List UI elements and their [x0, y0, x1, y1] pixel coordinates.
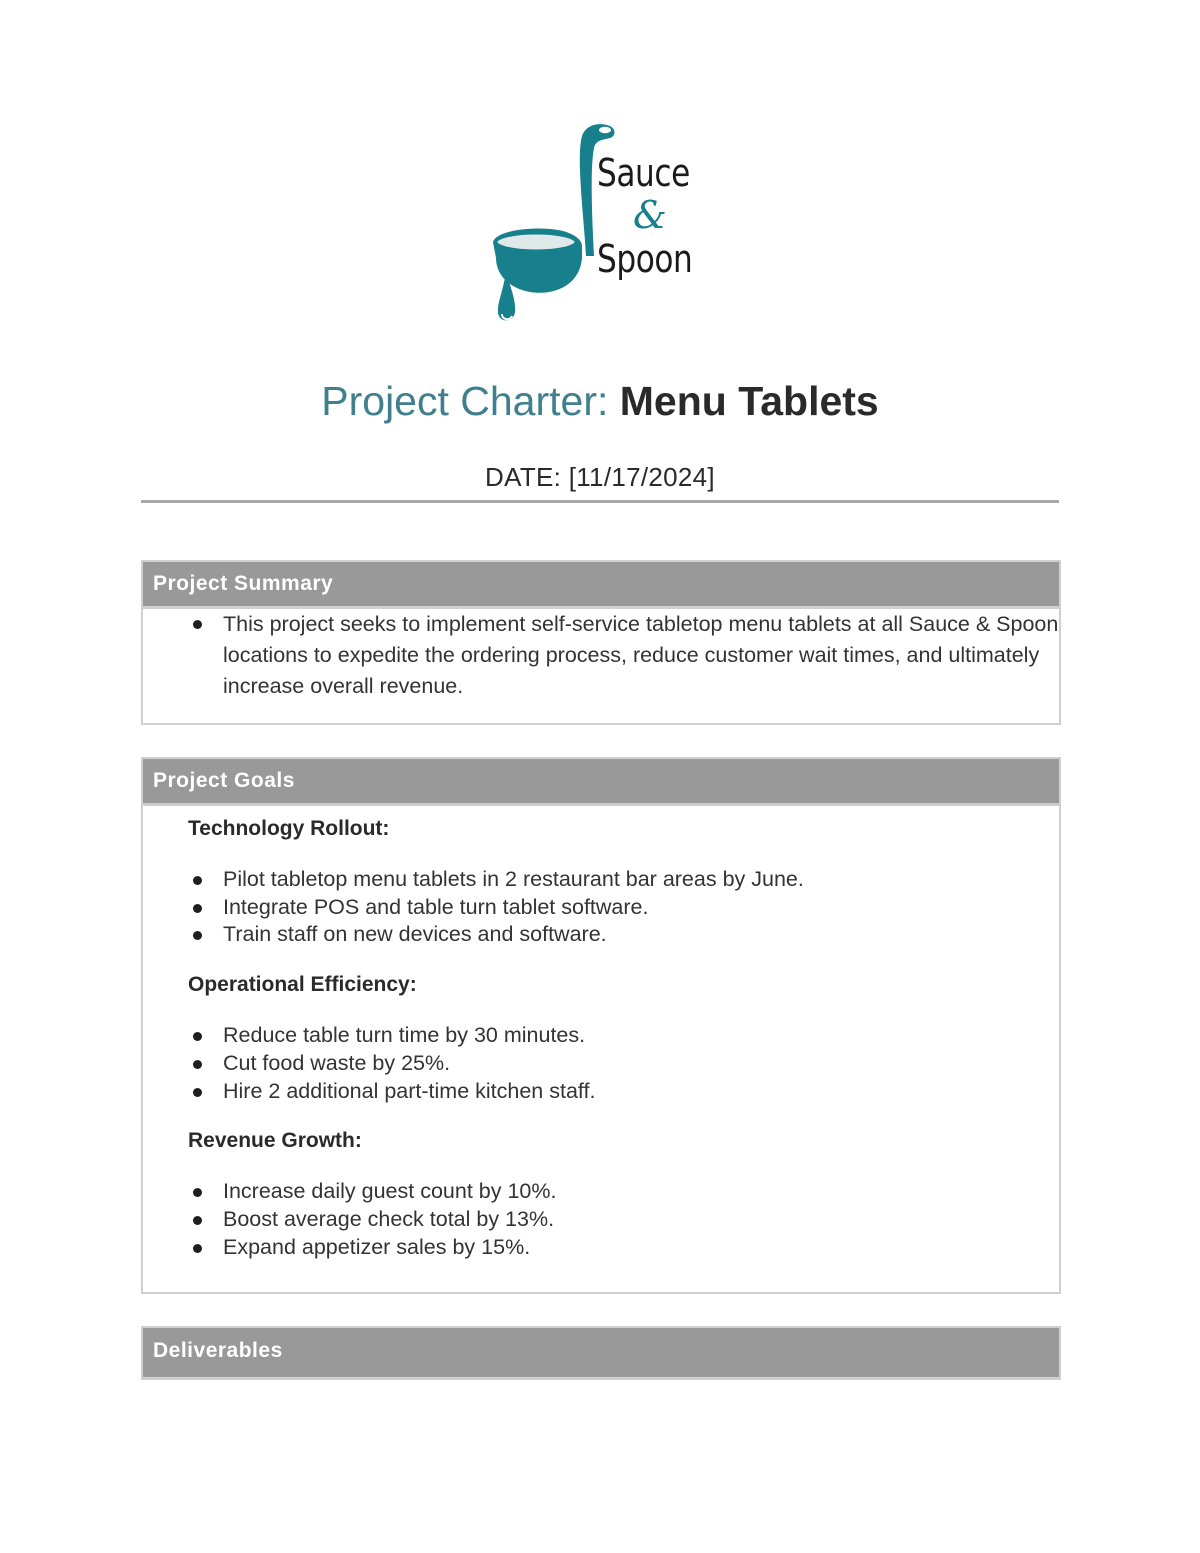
logo-text-spoon: Spoon [597, 237, 693, 281]
title-project-name: Menu Tablets [619, 378, 879, 424]
section-header: Project Summary [143, 562, 1059, 609]
section-header: Project Goals [143, 759, 1059, 806]
goal-group-title: Technology Rollout: [188, 817, 390, 840]
section-header: Deliverables [143, 1328, 1059, 1377]
list-item: Cut food waste by 25%. [143, 1050, 1059, 1078]
list-item: Train staff on new devices and software. [143, 921, 1059, 949]
list-item: Increase daily guest count by 10%. [143, 1178, 1059, 1206]
list-item: Integrate POS and table turn tablet software. [143, 894, 1059, 922]
goal-group-title: Operational Efficiency: [188, 973, 417, 997]
title-lead: Project Charter: [321, 378, 609, 424]
list-item: This project seeks to implement self-service tabletop menu tablets at all Sauce & Spoon locations to expedite the ordering process, reduce customer wait times, and ultimately increase overall revenue. [143, 609, 1059, 702]
list-item: Hire 2 additional part-time kitchen staff. [143, 1078, 1059, 1106]
title-divider [141, 500, 1059, 503]
goal-list [143, 1022, 1059, 1105]
page-title [0, 376, 1200, 426]
goal-list [143, 1178, 1059, 1261]
logo-text-ampersand: & [633, 193, 667, 237]
document-date: DATE: [11/17/2024] [485, 462, 715, 492]
project-summary-section [141, 560, 1061, 725]
project-goals-section [141, 757, 1061, 1294]
list-item: Boost average check total by 13%. [143, 1206, 1059, 1234]
summary-list [143, 609, 1059, 702]
deliverables-section [141, 1326, 1061, 1380]
list-item: Pilot tabletop menu tablets in 2 restaurant bar areas by June. [143, 866, 1059, 894]
list-item: Reduce table turn time by 30 minutes. [143, 1022, 1059, 1050]
goal-group-title: Revenue Growth: [188, 1129, 362, 1153]
goal-list [143, 866, 1059, 949]
logo-text-sauce: Sauce [597, 151, 690, 195]
list-item: Expand appetizer sales by 15%. [143, 1234, 1059, 1262]
